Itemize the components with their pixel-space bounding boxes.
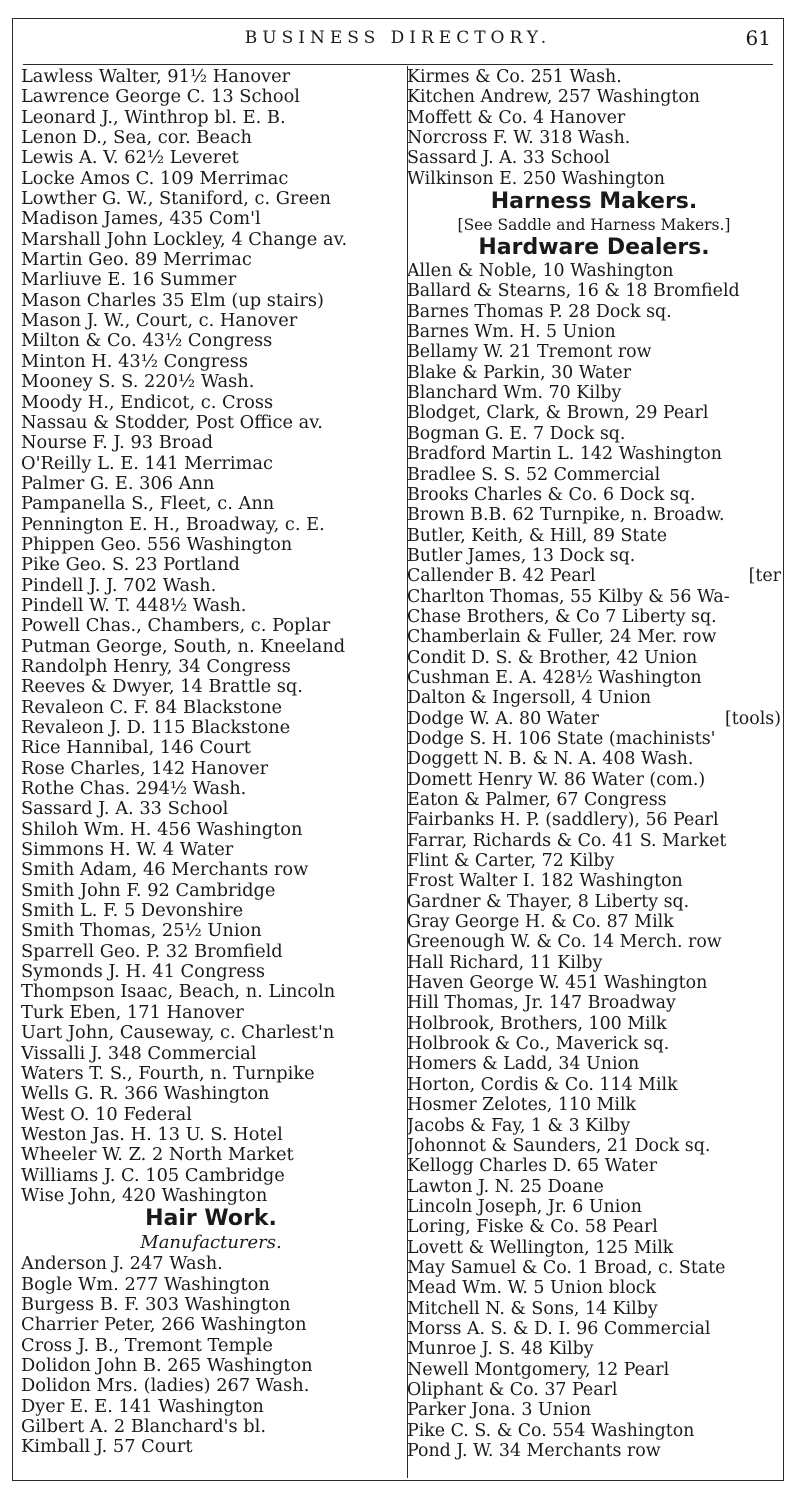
directory-entry (407, 688, 781, 708)
directory-entry: Marshall John Lockley, 4 Change av. (21, 229, 348, 250)
directory-entry: Locke Amos C. 109 Merrimac (21, 168, 289, 189)
entry-text: Bradlee S. S. 52 Commercial (407, 464, 661, 485)
directory-entry: Palmer G. E. 306 Ann (21, 473, 215, 494)
hardware-entries-list (407, 261, 781, 1461)
entry-text: Charlton Thomas, 55 Kilby & 56 Wa- (407, 586, 730, 607)
directory-entry: Anderson J. 247 Wash. (21, 1254, 223, 1275)
directory-entry: Phippen Geo. 556 Washington (21, 534, 293, 555)
directory-entry: Charrier Peter, 266 Washington (21, 1315, 307, 1336)
directory-entry (407, 770, 781, 790)
directory-entry (407, 1156, 781, 1176)
directory-entry: Williams J. C. 105 Cambridge (21, 1165, 285, 1186)
directory-entry (407, 1034, 781, 1054)
directory-entry (407, 749, 781, 769)
directory-entry (407, 281, 781, 301)
directory-entry: Lenon D., Sea, cor. Beach (21, 128, 252, 149)
directory-entry: Turk Eben, 171 Hanover (21, 1002, 244, 1023)
directory-entry: Moffett & Co. 4 Hanover (407, 107, 626, 128)
directory-entry (407, 993, 781, 1013)
directory-entry: Wheeler W. Z. 2 North Market (21, 1145, 294, 1166)
right-column (407, 67, 781, 1461)
directory-entry (407, 526, 781, 546)
entry-text: Loring, Fiske & Co. 58 Pearl (407, 1217, 658, 1238)
directory-entry: Gilbert A. 2 Blanchard's bl. (21, 1417, 266, 1437)
entry-text: Lawton J. N. 25 Doane (407, 1176, 604, 1197)
entry-text: Jacobs & Fay, 1 & 3 Kilby (407, 1115, 631, 1136)
right-entries-list (407, 67, 781, 189)
directory-entry (407, 1421, 781, 1441)
page-header (13, 19, 783, 65)
directory-entry (407, 1054, 781, 1074)
directory-entry: Smith L. F. 5 Devonshire (21, 901, 244, 922)
entry-text: Mitchell N. & Sons, 14 Kilby (407, 1298, 658, 1319)
directory-entry (407, 1339, 781, 1359)
left-entries-list (21, 67, 401, 1206)
directory-entry: Lawless Walter, 91½ Hanover (21, 67, 291, 87)
entry-text: Blanchard Wm. 70 Kilby (407, 383, 622, 404)
entry-text: Doggett N. B. & N. A. 408 Wash. (407, 749, 694, 770)
directory-entry (407, 485, 781, 505)
entry-text: Mead Wm. W. 5 Union block (407, 1278, 657, 1299)
directory-entry: Dyer E. E. 141 Washington (21, 1396, 264, 1417)
entry-text: Hill Thomas, Jr. 147 Broadway (407, 993, 676, 1014)
directory-entry: Rothe Chas. 294½ Wash. (21, 779, 247, 800)
directory-entry (407, 729, 781, 749)
directory-entry (407, 1299, 781, 1319)
directory-entry (407, 1136, 781, 1156)
directory-entry: Uart John, Causeway, c. Charlest'n (21, 1023, 335, 1044)
directory-entry (407, 322, 781, 342)
directory-entry: O'Reilly L. E. 141 Merrimac (21, 453, 273, 474)
directory-entry: Waters T. S., Fourth, n. Turnpike (21, 1063, 315, 1084)
directory-entry: Smith Thomas, 25½ Union (21, 921, 262, 942)
directory-entry (407, 1075, 781, 1095)
section-heading-harness-makers: Harness Makers. (490, 189, 698, 215)
directory-entry (407, 1116, 781, 1136)
entry-text: Bellamy W. 21 Tremont row (407, 342, 652, 363)
directory-entry (407, 648, 781, 668)
directory-entry (407, 1014, 781, 1034)
entry-text: Dodge S. H. 106 State (machinists' (407, 728, 716, 749)
section-heading-hardware-dealers: Hardware Dealers. (478, 235, 710, 261)
directory-entry: Vissalli J. 348 Commercial (21, 1043, 257, 1064)
directory-entry: Nassau & Stodder, Post Office av. (21, 412, 323, 433)
entry-text: Morss A. S. & D. I. 96 Commercial (407, 1318, 711, 1339)
entry-text: Flint & Carter, 72 Kilby (407, 851, 615, 872)
directory-entry: Lawrence George C. 13 School (21, 87, 300, 108)
entry-text: Brown B.B. 62 Turnpike, n. Broadw. (407, 505, 725, 526)
directory-entry (407, 424, 781, 444)
running-title: BUSINESS DIRECTORY. (244, 28, 552, 48)
directory-entry (407, 871, 781, 891)
entry-text: Barnes Wm. H. 5 Union (407, 322, 616, 343)
directory-entry: Putman George, South, n. Kneeland (21, 636, 346, 657)
entry-text: Hall Richard, 11 Kilby (407, 952, 603, 973)
section-heading-hair-work: Hair Work. (145, 1206, 277, 1232)
directory-entry: Reeves & Dwyer, 14 Brattle sq. (21, 677, 303, 698)
page-frame (12, 18, 784, 1481)
directory-entry: Weston Jas. H. 13 U. S. Hotel (21, 1124, 283, 1145)
directory-entry (407, 709, 781, 729)
directory-entry (407, 1258, 781, 1278)
entry-text: Butler, Keith, & Hill, 89 State (407, 525, 668, 546)
directory-entry (407, 607, 781, 627)
directory-entry: Wise John, 420 Washington (21, 1185, 268, 1206)
page-number: 61 (745, 26, 771, 50)
directory-entry: Simmons H. W. 4 Water (21, 840, 234, 861)
directory-entry: Milton & Co. 43½ Congress (21, 331, 273, 352)
entry-text: Dalton & Ingersoll, 4 Union (407, 688, 652, 709)
entry-text: Brooks Charles & Co. 6 Dock sq. (407, 484, 696, 505)
section-subheading-manufacturers: Manufacturers. (140, 1232, 282, 1254)
cross-reference-note: [See Saddle and Harness Makers.] (457, 216, 731, 235)
directory-entry (407, 587, 781, 607)
entry-text: Parker Jona. 3 Union (407, 1400, 592, 1421)
directory-entry: Shiloh Wm. H. 456 Washington (21, 819, 303, 840)
entry-text: Greenough W. & Co. 14 Merch. row (407, 932, 722, 953)
entry-text: Oliphant & Co. 37 Pearl (407, 1379, 618, 1400)
directory-entry (407, 1380, 781, 1400)
directory-entry: Pindell W. T. 448½ Wash. (21, 595, 247, 616)
entry-text: Munroe J. S. 48 Kilby (407, 1339, 594, 1360)
directory-entry: Cross J. B., Tremont Temple (21, 1335, 273, 1356)
directory-entry: Revaleon C. F. 84 Blackstone (21, 697, 283, 718)
directory-entry: Mason Charles 35 Elm (up stairs) (21, 290, 324, 311)
entry-text: Gray George H. & Co. 87 Milk (407, 912, 674, 933)
entry-text: Callender B. 42 Pearl (407, 566, 596, 587)
directory-entry: Rice Hannibal, 146 Court (21, 738, 251, 759)
directory-entry: Pampanella S., Fleet, c. Ann (21, 494, 275, 515)
directory-entry (407, 1177, 781, 1197)
directory-entry (407, 912, 781, 932)
directory-entry (407, 627, 781, 647)
entry-text: Condit D. S. & Brother, 42 Union (407, 647, 698, 668)
directory-entry (407, 790, 781, 810)
directory-entry: Dolidon Mrs. (ladies) 267 Wash. (21, 1376, 310, 1397)
directory-entry (407, 831, 781, 851)
entry-text: Hosmer Zelotes, 110 Milk (407, 1095, 637, 1116)
directory-entry: Powell Chas., Chambers, c. Poplar (21, 616, 331, 637)
directory-entry (407, 1441, 781, 1461)
entry-text: Domett Henry W. 86 Water (com.) (407, 769, 706, 790)
entry-text: Barnes Thomas P. 28 Dock sq. (407, 301, 672, 322)
entry-text: Johonnot & Saunders, 21 Dock sq. (407, 1135, 711, 1156)
directory-entry: Kitchen Andrew, 257 Washington (407, 87, 701, 108)
directory-entry (407, 1238, 781, 1258)
directory-entry: Sassard J. A. 33 School (407, 148, 610, 169)
directory-entry: Wilkinson E. 250 Washington (407, 168, 665, 189)
directory-entry (407, 566, 781, 586)
directory-entry: Dolidon John B. 265 Washington (21, 1355, 313, 1376)
directory-entry (407, 383, 781, 403)
entry-text: Lincoln Joseph, Jr. 6 Union (407, 1196, 642, 1217)
directory-entry (407, 1360, 781, 1380)
directory-entry: Madison James, 435 Com'l (21, 209, 261, 230)
directory-entry: Randolph Henry, 34 Congress (21, 656, 291, 677)
directory-entry: Revaleon J. D. 115 Blackstone (21, 718, 291, 738)
directory-entry (407, 851, 781, 871)
directory-entry (407, 932, 781, 952)
directory-entry (407, 953, 781, 973)
directory-entry: Rose Charles, 142 Hanover (21, 758, 269, 779)
directory-entry (407, 505, 781, 525)
directory-entry: Minton H. 43½ Congress (21, 351, 249, 372)
directory-entry: Symonds J. H. 41 Congress (21, 962, 265, 983)
entry-text: Gardner & Thayer, 8 Liberty sq. (407, 891, 690, 912)
directory-entry (407, 546, 781, 566)
entry-text: Chase Brothers, & Co 7 Liberty sq. (407, 606, 717, 627)
directory-entry (407, 403, 781, 423)
entry-text: Cushman E. A. 428½ Washington (407, 667, 702, 688)
directory-entry: Pennington E. H., Broadway, c. E. (21, 514, 325, 535)
directory-entry (407, 973, 781, 993)
entry-text: Farrar, Richards & Co. 41 S. Market (407, 830, 727, 851)
directory-entry: Norcross F. W. 318 Wash. (407, 128, 631, 149)
directory-entry: Marliuve E. 16 Summer (21, 270, 237, 291)
directory-entry (407, 810, 781, 830)
entry-text: Eaton & Palmer, 67 Congress (407, 790, 667, 810)
directory-entry (407, 444, 781, 464)
directory-entry (407, 363, 781, 383)
directory-entry: Martin Geo. 89 Merrimac (21, 250, 252, 271)
directory-entry: Wells G. R. 366 Washington (21, 1084, 270, 1105)
directory-entry: West O. 10 Federal (21, 1104, 192, 1125)
directory-entry: Pike Geo. S. 23 Portland (21, 555, 240, 576)
entry-continuation: [ter (748, 566, 781, 587)
entry-text: Frost Walter I. 182 Washington (407, 871, 683, 892)
entry-text: Blodget, Clark, & Brown, 29 Pearl (407, 403, 709, 424)
entry-text: Homers & Ladd, 34 Union (407, 1054, 640, 1075)
directory-entry: Smith John F. 92 Cambridge (21, 880, 276, 901)
entry-text: Pike C. S. & Co. 554 Washington (407, 1420, 695, 1441)
directory-entry (407, 465, 781, 485)
entry-text: Bogman G. E. 7 Dock sq. (407, 423, 626, 444)
directory-entry: Smith Adam, 46 Merchants row (21, 860, 309, 881)
directory-entry: Lewis A. V. 62½ Leveret (21, 148, 239, 169)
entry-text: Holbrook & Co., Maverick sq. (407, 1034, 670, 1055)
directory-entry: Kirmes & Co. 251 Wash. (407, 67, 622, 87)
directory-entry (407, 1095, 781, 1115)
directory-entry: Kimball J. 57 Court (21, 1437, 193, 1458)
directory-entry: Nourse F. J. 93 Broad (21, 433, 213, 454)
directory-entry: Lowther G. W., Staniford, c. Green (21, 189, 332, 210)
directory-entry: Sparrell Geo. P. 32 Bromfield (21, 941, 283, 962)
entry-text: Fairbanks H. P. (saddlery), 56 Pearl (407, 810, 719, 831)
directory-entry (407, 892, 781, 912)
directory-entry (407, 668, 781, 688)
hair-work-entries-list (21, 1254, 401, 1457)
directory-entry: Bogle Wm. 277 Washington (21, 1274, 270, 1295)
entry-text: Bradford Martin L. 142 Washington (407, 444, 722, 465)
entry-text: Dodge W. A. 80 Water (407, 708, 599, 729)
entry-text: Horton, Cordis & Co. 114 Milk (407, 1074, 678, 1095)
entry-text: Chamberlain & Fuller, 24 Mer. row (407, 627, 717, 648)
entry-text: Allen & Noble, 10 Washington (407, 261, 674, 282)
directory-entry: Mooney S. S. 220½ Wash. (21, 372, 255, 393)
directory-entry: Moody H., Endicot, c. Cross (21, 392, 274, 413)
entry-text: Blake & Parkin, 30 Water (407, 362, 632, 383)
entry-text: Lovett & Wellington, 125 Milk (407, 1237, 674, 1258)
entry-text: Holbrook, Brothers, 100 Milk (407, 1013, 667, 1034)
left-column (21, 67, 401, 1458)
entry-text: Newell Montgomery, 12 Pearl (407, 1359, 670, 1380)
entry-text: Haven George W. 451 Washington (407, 973, 708, 994)
entry-text: May Samuel & Co. 1 Broad, c. State (407, 1257, 726, 1278)
directory-entry: Sassard J. A. 33 School (21, 799, 229, 820)
entry-text: Pond J. W. 34 Merchants row (407, 1441, 661, 1461)
directory-entry (407, 1217, 781, 1237)
directory-entry: Pindell J. J. 702 Wash. (21, 575, 217, 596)
directory-entry (407, 1319, 781, 1339)
directory-entry (407, 1197, 781, 1217)
directory-entry: Thompson Isaac, Beach, n. Lincoln (21, 982, 336, 1003)
entry-text: Butler James, 13 Dock sq. (407, 545, 636, 566)
directory-entry: Leonard J., Winthrop bl. E. B. (21, 107, 286, 128)
entry-continuation: [tools) (725, 708, 781, 729)
entry-text: Ballard & Stearns, 16 & 18 Bromfield (407, 281, 740, 302)
entry-text: Kellogg Charles D. 65 Water (407, 1156, 658, 1177)
directory-entry (407, 261, 781, 281)
directory-entry: Burgess B. F. 303 Washington (21, 1294, 291, 1315)
directory-entry (407, 302, 781, 322)
header-rule (23, 64, 773, 65)
directory-entry (407, 1400, 781, 1420)
directory-entry (407, 1278, 781, 1298)
directory-entry (407, 342, 781, 362)
directory-entry: Mason J. W., Court, c. Hanover (21, 311, 298, 332)
